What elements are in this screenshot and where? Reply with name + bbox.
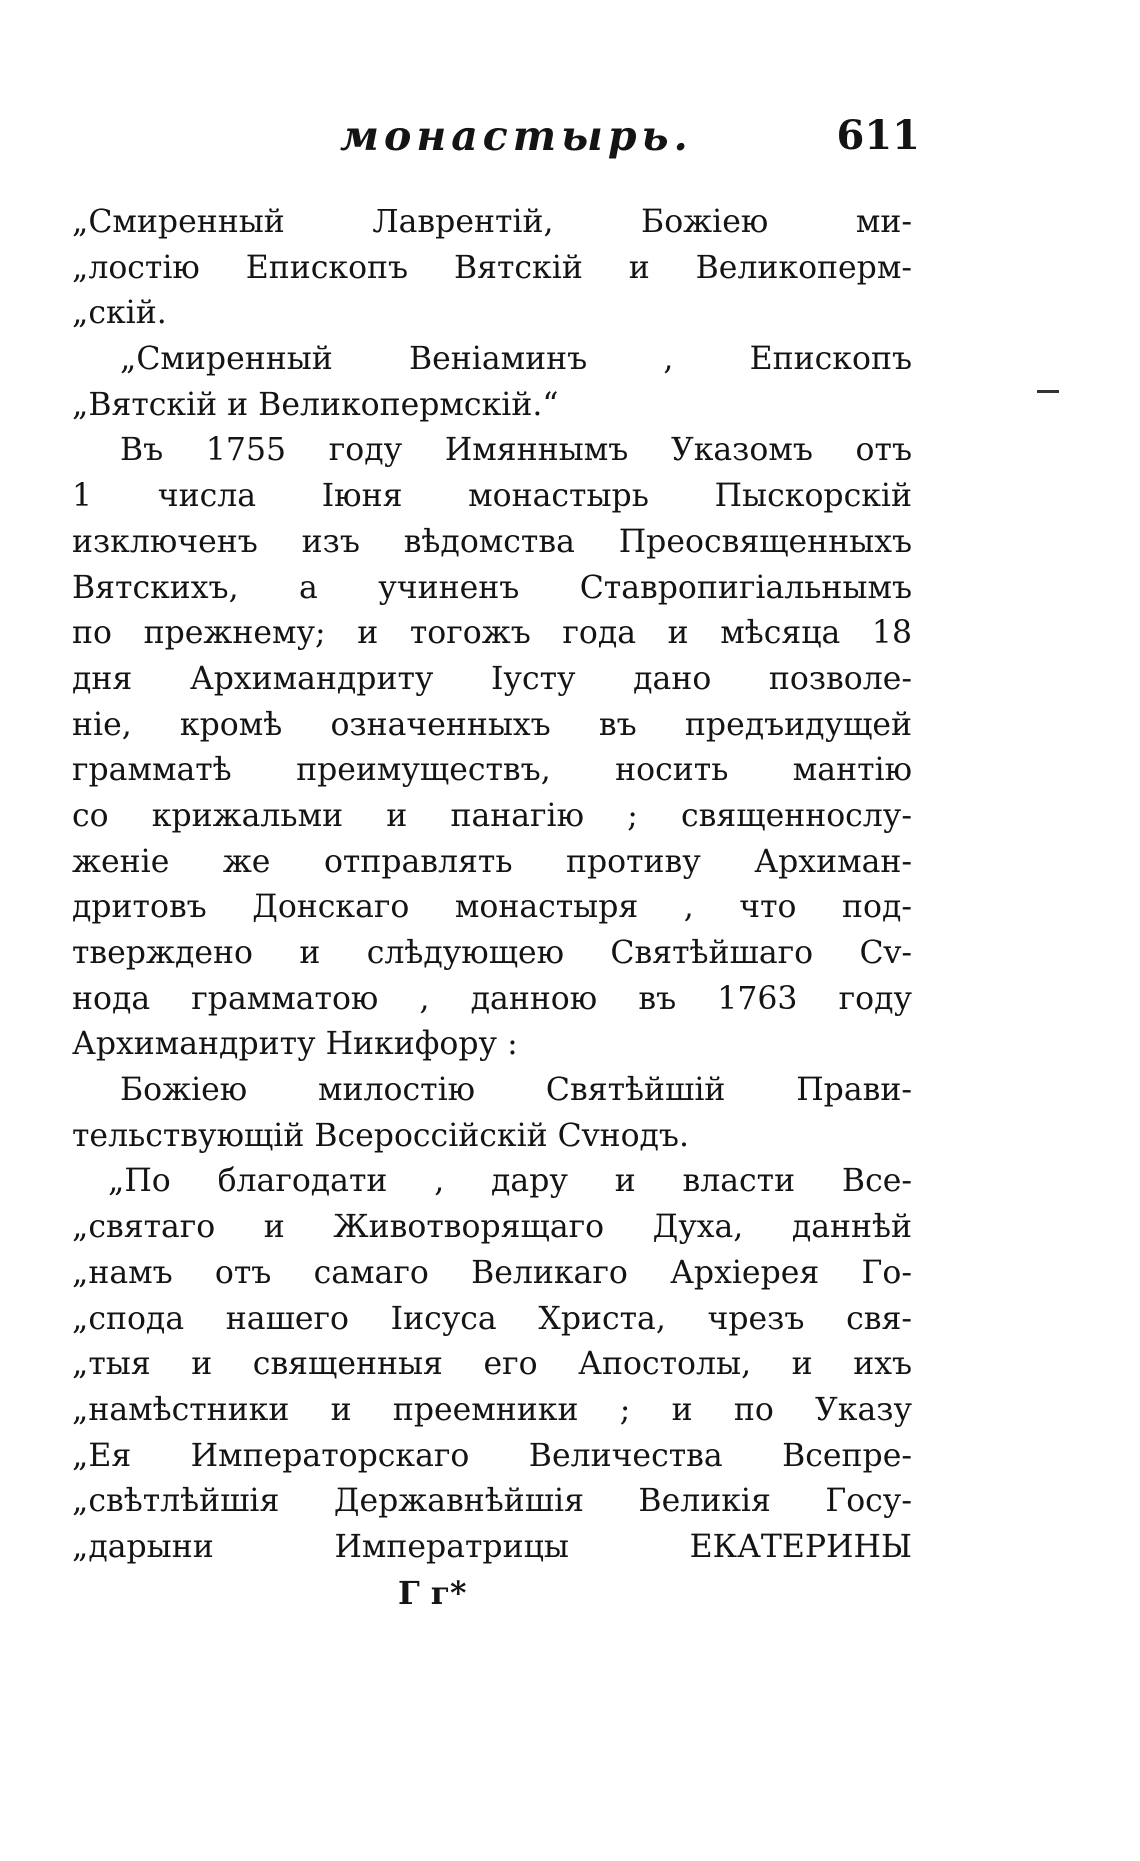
text-line: дня Архимандриту Іусту дано позволе- xyxy=(72,660,912,697)
text-line: нода грамматою , данною въ 1763 году xyxy=(72,980,912,1017)
text-line: „тыя и священныя его Апостолы, и ихъ xyxy=(72,1346,912,1383)
text-line: Въ 1755 году Имяннымъ Указомъ отъ xyxy=(120,432,912,469)
running-head: монастырь. xyxy=(340,112,693,160)
text-line: „скій. xyxy=(72,295,167,332)
page-header xyxy=(340,112,920,162)
text-line: „намѣстники и преемники ; и по Указу xyxy=(72,1391,912,1428)
text-line: „намъ отъ самаго Великаго Архіерея Го- xyxy=(72,1254,912,1291)
text-line: женіе же отправлять противу Архиман- xyxy=(72,843,912,880)
text-line: „Смиренный Лаврентій, Божіею ми- xyxy=(72,204,912,240)
text-line: Архимандриту Никифору : xyxy=(72,1026,518,1063)
text-line: „дарыни Императрицы ЕКАТЕРИНЫ xyxy=(72,1528,912,1565)
text-line: „Вятскій и Великопермскій.“ xyxy=(72,386,559,423)
text-line: „спода нашего Іисуса Христа, чрезъ свя- xyxy=(72,1300,912,1337)
page-number: 611 xyxy=(836,112,920,159)
text-line: ніе, кромѣ означенныхъ въ предъидущей xyxy=(72,706,912,743)
text-line: „По благодати , дару и власти Все- xyxy=(108,1163,912,1200)
text-line: „святаго и Животворящаго Духа, даннѣй xyxy=(72,1209,912,1246)
text-line: „лостію Епископъ Вятскій и Великоперм- xyxy=(72,249,912,286)
text-line: тельствующій Всероссійскій Сvнодъ. xyxy=(72,1117,689,1154)
text-line: 1 числа Іюня монастырь Пыскорскій xyxy=(72,478,912,515)
body-text xyxy=(72,200,912,1616)
text-line: со крижальми и панагію ; священнослу- xyxy=(72,797,912,834)
text-line: по прежнему; и тогожъ года и мѣсяца 18 xyxy=(72,615,912,652)
text-line: „Ея Императорскаго Величества Всепре- xyxy=(72,1437,912,1474)
text-line: Вятскихъ, а учиненъ Ставропигіальнымъ xyxy=(72,569,912,606)
text-line: „свѣтлѣйшія Державнѣйшія Великія Госу- xyxy=(72,1483,912,1520)
text-line: изключенъ изъ вѣдомства Преосвященныхъ xyxy=(72,523,912,560)
margin-mark xyxy=(1037,390,1059,393)
text-line: тверждено и слѣдующею Святѣйшаго Сv- xyxy=(72,935,912,971)
text-line: Божіею милостію Святѣйшій Прави- xyxy=(120,1072,912,1109)
text-line: дритовъ Донскаго монастыря , что под- xyxy=(72,889,912,926)
catchword: Г г* xyxy=(398,1574,467,1612)
text-line: „Смиренный Веніаминъ , Епископъ xyxy=(120,341,912,378)
text-line: грамматѣ преимуществъ, носить мантію xyxy=(72,752,912,789)
